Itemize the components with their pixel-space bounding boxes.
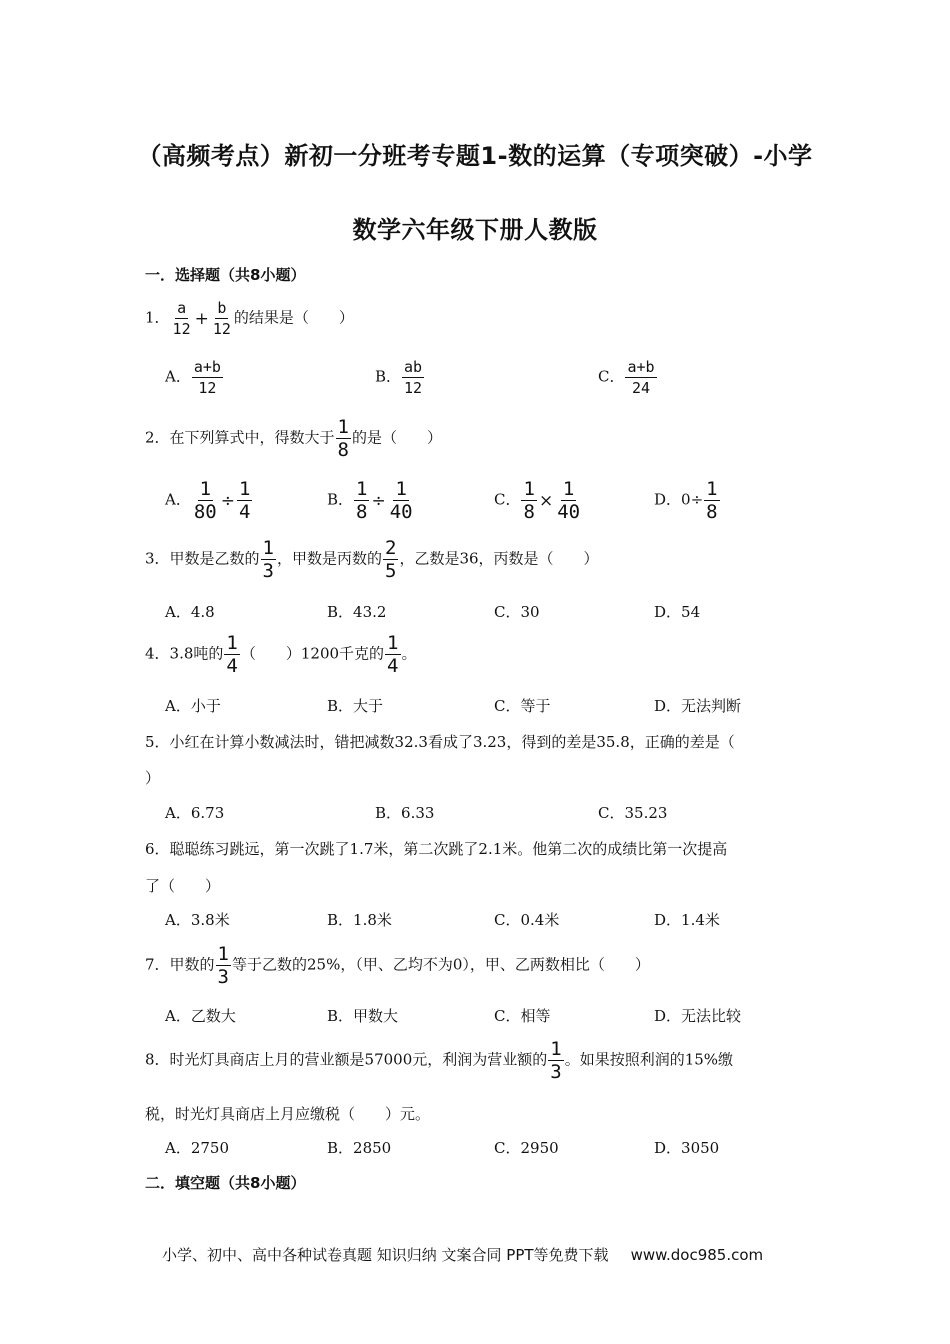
fraction-denominator: 8 <box>706 501 718 523</box>
fraction-numerator: 1 <box>562 478 575 500</box>
q8-option-c[interactable]: C．2950 <box>494 1139 559 1157</box>
option-label: C． <box>598 367 625 386</box>
fraction-numerator: 1 <box>387 632 399 654</box>
option-label: A． <box>165 490 191 509</box>
fraction-numerator: 1 <box>356 478 368 500</box>
q4-option-c[interactable]: C．等于 <box>494 697 551 715</box>
fraction-denominator: 3 <box>550 1061 562 1083</box>
divide-sign: ÷ <box>371 490 386 511</box>
q1-fraction-b <box>211 298 233 339</box>
q7-stem: 7．甲数的 <box>145 955 215 974</box>
q8-stem: 8．时光灯具商店上月的营业额是57000元，利润为营业额的 <box>145 1050 548 1069</box>
option-fraction <box>402 357 424 398</box>
q8-option-b[interactable]: B．2850 <box>327 1139 392 1157</box>
question-6-line-2: 了（ ） <box>145 877 221 895</box>
q4-fraction-1 <box>224 632 239 677</box>
option-fraction <box>237 478 252 523</box>
plus-sign: + <box>194 308 209 329</box>
option-fraction <box>704 478 719 523</box>
q7-option-c[interactable]: C．相等 <box>494 1007 551 1025</box>
question-6-line-1: 6．聪聪练习跳远，第一次跳了1.7米，第二次跳了2.1米。他第二次的成绩比第一次提高 <box>145 840 728 858</box>
q6-option-c[interactable]: C．0.4米 <box>494 911 560 929</box>
q8-stem-tail: 。如果按照利润的15%缴 <box>564 1050 734 1069</box>
fraction-numerator: 1 <box>238 478 251 500</box>
q2-option-c[interactable] <box>494 478 583 523</box>
question-5-line-1: 5．小红在计算小数减法时，错把减数32.3看成了3.23，得到的差是35.8，正确的差是（ <box>145 733 735 751</box>
footer-link[interactable]: www.doc985.com <box>630 1246 764 1264</box>
q3-option-d[interactable]: D．54 <box>654 603 701 621</box>
q8-option-a[interactable]: A．2750 <box>165 1139 230 1157</box>
question-8-line-2: 税，时光灯具商店上月应缴税（ ）元。 <box>145 1105 431 1123</box>
q6-option-a[interactable]: A．3.8米 <box>165 911 230 929</box>
q1-option-b[interactable] <box>375 357 425 398</box>
multiply-sign: × <box>538 490 554 511</box>
option-prefix: 0÷ <box>681 490 704 509</box>
fraction-numerator: 1 <box>217 943 229 965</box>
q3-option-c[interactable]: C．30 <box>494 603 540 621</box>
q1-stem-tail: 的结果是（ ） <box>233 308 354 327</box>
q3-option-a[interactable]: A．4.8 <box>165 603 215 621</box>
option-label: B． <box>375 367 402 386</box>
q6-option-d[interactable]: D．1.4米 <box>654 911 720 929</box>
q4-option-d[interactable]: D．无法判断 <box>654 697 742 715</box>
option-fraction <box>354 478 369 523</box>
q7-stem-tail: 等于乙数的25%，（甲、乙均不为0），甲、乙两数相比（ ） <box>232 955 650 974</box>
fraction-denominator: 40 <box>557 501 581 523</box>
fraction-numerator: a <box>177 299 187 317</box>
q4-fraction-2 <box>385 632 400 677</box>
fraction-denominator: 40 <box>389 501 413 523</box>
q3-fraction-2 <box>383 537 398 582</box>
question-1 <box>145 298 815 339</box>
divide-sign: ÷ <box>220 490 235 511</box>
q2-stem: 2．在下列算式中，得数大于 <box>145 428 335 447</box>
fraction-denominator: 12 <box>172 320 191 338</box>
fraction-denominator: 3 <box>262 560 274 582</box>
fraction-numerator: 1 <box>337 416 349 438</box>
fraction-numerator: 2 <box>385 537 397 559</box>
fraction-numerator: 1 <box>550 1038 562 1060</box>
fraction-numerator: 1 <box>199 478 212 500</box>
fraction-numerator: ab <box>404 358 423 376</box>
q7-option-d[interactable]: D．无法比较 <box>654 1007 742 1025</box>
fraction-denominator: 12 <box>404 379 423 397</box>
option-fraction <box>521 478 536 523</box>
q4-stem: 4．3.8吨的 <box>145 644 224 663</box>
footer <box>162 1244 763 1265</box>
q3-stem: 3．甲数是乙数的 <box>145 549 260 568</box>
q3-option-b[interactable]: B．43.2 <box>327 603 387 621</box>
q6-option-b[interactable]: B．1.8米 <box>327 911 392 929</box>
fraction-numerator: b <box>217 299 227 317</box>
fraction-numerator: a+b <box>193 358 221 376</box>
q4-option-a[interactable]: A．小于 <box>165 697 221 715</box>
q3-stem-tail: ，乙数是36，丙数是（ ） <box>399 549 599 568</box>
option-fraction <box>625 357 656 398</box>
q2-option-b[interactable] <box>327 478 416 523</box>
q1-number: 1． <box>145 308 170 327</box>
fraction-numerator: 1 <box>395 478 407 500</box>
option-fraction <box>192 357 223 398</box>
title-line-2: 数学六年级下册人教版 <box>352 216 598 244</box>
q2-fraction <box>336 416 351 461</box>
section-heading-fill: 二．填空题（共8小题） <box>145 1174 306 1192</box>
fraction-denominator: 5 <box>385 560 397 582</box>
fraction-denominator: 24 <box>632 379 651 397</box>
q1-fraction-a <box>171 298 193 339</box>
option-fraction <box>555 478 582 523</box>
section-heading-choice: 一．选择题（共8小题） <box>145 266 306 284</box>
fraction-denominator: 8 <box>523 501 535 523</box>
fraction-denominator: 4 <box>226 655 238 677</box>
fraction-denominator: 12 <box>212 320 231 338</box>
fraction-denominator: 8 <box>337 439 349 461</box>
fraction-numerator: 1 <box>262 537 274 559</box>
q3-fraction-1 <box>261 537 276 582</box>
q4-stem-mid: （ ）1200千克的 <box>240 644 385 663</box>
q5-option-b[interactable]: B．6.33 <box>375 804 435 822</box>
fraction-numerator: 1 <box>523 478 535 500</box>
option-label: B． <box>327 490 354 509</box>
fraction-denominator: 4 <box>387 655 399 677</box>
q8-option-d[interactable]: D．3050 <box>654 1139 720 1157</box>
fraction-denominator: 3 <box>217 966 229 988</box>
fraction-denominator: 12 <box>198 379 217 397</box>
fraction-denominator: 80 <box>193 501 217 523</box>
option-label: A． <box>165 367 191 386</box>
q2-stem-tail: 的是（ ） <box>352 428 443 447</box>
question-8-line-1 <box>145 1038 815 1083</box>
footer-text: 小学、初中、高中各种试卷真题 知识归纳 文案合同 PPT等免费下载 <box>162 1246 609 1264</box>
question-5-line-2: ） <box>145 769 161 787</box>
q7-option-b[interactable]: B．甲数大 <box>327 1007 399 1025</box>
q5-option-c[interactable]: C．35.23 <box>598 804 668 822</box>
question-2 <box>145 416 815 461</box>
fraction-numerator: 1 <box>226 632 238 654</box>
question-7 <box>145 943 815 988</box>
option-fraction <box>192 478 219 523</box>
q1-option-a[interactable] <box>165 357 224 398</box>
q8-fraction <box>548 1038 563 1083</box>
q7-option-a[interactable]: A．乙数大 <box>165 1007 236 1025</box>
q4-option-b[interactable]: B．大于 <box>327 697 384 715</box>
option-label: D． <box>654 490 682 509</box>
fraction-numerator: 1 <box>706 478 718 500</box>
option-fraction <box>388 478 415 523</box>
title-line-1: （高频考点）新初一分班考专题1-数的运算（专项突破）-小学 <box>137 142 813 170</box>
q3-stem-mid: ，甲数是丙数的 <box>277 549 383 568</box>
fraction-numerator: a+b <box>627 358 655 376</box>
q2-option-d[interactable] <box>654 478 721 523</box>
q2-option-a[interactable] <box>165 478 253 523</box>
option-label: C． <box>494 490 521 509</box>
question-3 <box>145 537 815 582</box>
fraction-denominator: 4 <box>238 501 251 523</box>
question-4 <box>145 632 815 677</box>
q7-fraction <box>216 943 231 988</box>
fraction-denominator: 8 <box>356 501 368 523</box>
q1-option-c[interactable] <box>598 357 658 398</box>
q5-option-a[interactable]: A．6.73 <box>165 804 225 822</box>
q4-stem-tail: 。 <box>401 644 417 663</box>
